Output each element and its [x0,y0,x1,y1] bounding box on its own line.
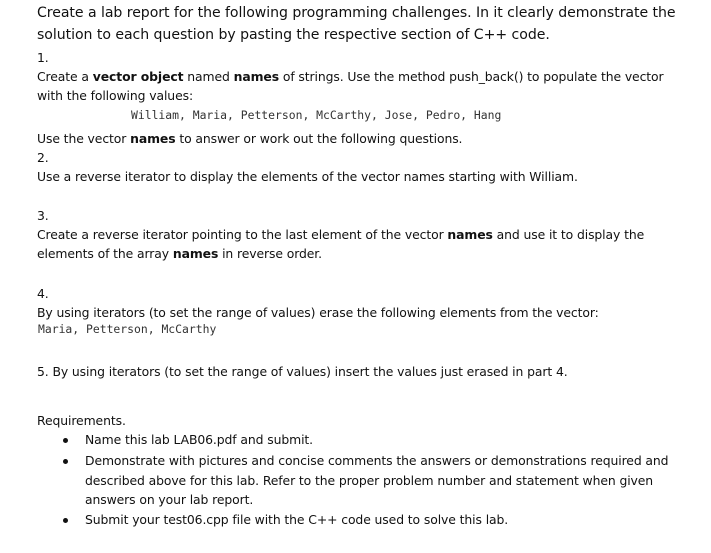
question-2-text: Use a reverse iterator to display the elements of the vector names starting with William. [37,169,578,184]
q3-text-line2-bold-names: names [172,246,219,261]
requirement-item-1: Name this lab LAB06.pdf and submit. [85,432,314,447]
q3-text-a: Create a reverse iterator pointing to the last element of the vector [37,227,448,242]
q3-text-bold-names: names [447,227,493,242]
q1-follow-a: Use the vector [37,131,131,146]
requirements-heading: Requirements. [37,413,126,428]
question-2-number: 2. [37,150,49,165]
question-4-number: 4. [37,286,49,301]
question-1-line-1 [37,69,664,84]
bullet-dot-3 [63,518,68,523]
question-3-number: 3. [37,208,49,223]
q1-text-c: named [183,69,234,84]
question-1-code-values: William, Maria, Petterson, McCarthy, Jose, Pedro, Hang [131,108,502,122]
question-4-text: By using iterators (to set the range of values) erase the following elements from the vector: [37,305,599,320]
question-3-line-2 [37,246,322,261]
question-3-line-1 [37,227,644,242]
q1-follow-bold-names: names [130,131,176,146]
q3-text-line2-a: elements of the array [37,246,173,261]
q3-text-c: and use it to display the [492,227,645,242]
q1-text-a: Create a [37,69,93,84]
question-1-follow-up [37,131,462,146]
q3-text-line2-c: in reverse order. [218,246,322,261]
requirement-item-2-line-1: Demonstrate with pictures and concise comments the answers or demonstrations required and [85,453,669,468]
q1-follow-c: to answer or work out the following questions. [175,131,463,146]
intro-line-1: Create a lab report for the following programming challenges. In it clearly demonstrate the [37,5,676,21]
requirement-item-2-line-2: described above for this lab. Refer to the proper problem number and statement when given [85,473,654,488]
question-4-code-values: Maria, Petterson, McCarthy [38,322,217,336]
q1-text-bold-names: names [233,69,279,84]
bullet-dot-1 [63,438,68,443]
question-1-number: 1. [37,50,49,65]
bullet-dot-2 [63,459,68,464]
intro-line-2: solution to each question by pasting the respective section of C++ code. [37,27,550,43]
requirement-item-2-line-3: answers on your lab report. [85,492,254,507]
requirement-item-3: Submit your test06.cpp file with the C++ code used to solve this lab. [85,512,509,527]
question-1-line-2: with the following values: [37,88,194,103]
q1-text-bold-vector-object: vector object [92,69,184,84]
question-5-text: 5. By using iterators (to set the range of values) insert the values just erased in part 4. [37,364,568,379]
q1-text-e: of strings. Use the method push_back() to populate the vector [279,69,664,84]
